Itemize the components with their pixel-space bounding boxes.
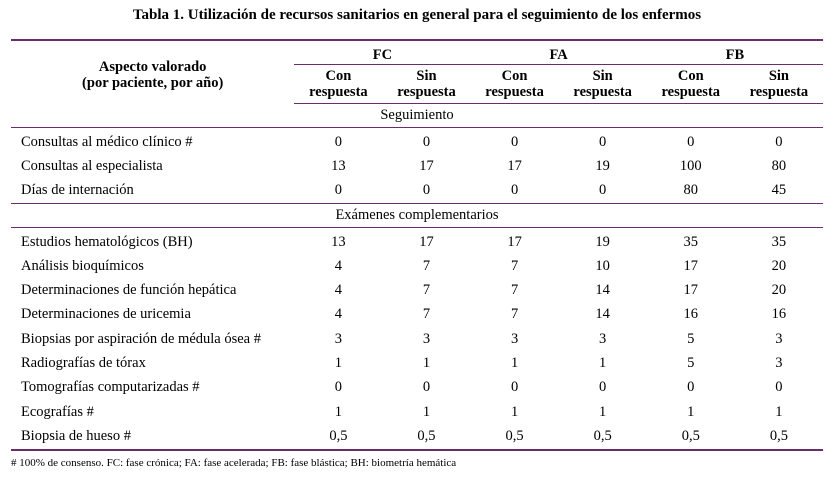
cell-value: 20: [771, 257, 787, 274]
table-row: [11, 227, 823, 254]
row-label: Biopsia de hueso #: [21, 427, 131, 444]
cell-value: 0: [294, 179, 382, 204]
table-row: [11, 278, 823, 302]
sub-sin-line1: Sin: [592, 68, 613, 84]
cell-value: 35: [771, 233, 787, 250]
cell-value: 1: [334, 403, 343, 420]
cell-value: 0,5: [681, 427, 700, 444]
section-label-examenes: Exámenes complementarios: [11, 203, 823, 227]
table-row: [11, 154, 823, 178]
cell-value: 1: [599, 403, 607, 420]
header-aspect: [11, 40, 294, 104]
sub-con-line2: respuesta: [661, 84, 721, 100]
table-row: [11, 351, 823, 375]
cell-value: 7: [510, 282, 519, 299]
sub-con-line2: respuesta: [485, 84, 544, 100]
cell-value: 0: [334, 133, 343, 150]
header-group-fa: FA: [471, 40, 647, 65]
row-label: Determinaciones de función hepática: [21, 282, 237, 299]
header-group-fc: FC: [294, 40, 470, 65]
cell-value: 0: [599, 379, 607, 396]
cell-value: 0: [422, 379, 431, 396]
row-label: Determinaciones de uricemia: [21, 306, 191, 323]
cell-value: 80: [647, 179, 735, 204]
cell-value: 35: [683, 233, 699, 250]
cell-value: 3: [775, 330, 783, 347]
row-label: Análisis bioquímicos: [21, 257, 144, 274]
cell-value: 7: [422, 257, 431, 274]
table-row: [11, 327, 823, 351]
cell-value: 0: [559, 179, 647, 204]
cell-value: 1: [422, 355, 431, 372]
cell-value: 13: [331, 157, 346, 174]
cell-value: 19: [595, 233, 610, 250]
sub-sin-line2: respuesta: [397, 84, 456, 100]
cell-value: 0: [510, 133, 519, 150]
cell-value: 16: [683, 306, 699, 323]
cell-value: 80: [771, 157, 787, 174]
header-con-respuesta: [294, 65, 382, 104]
cell-value: 5: [687, 330, 695, 347]
cell-value: 0,5: [593, 427, 612, 444]
header-sin-respuesta: [559, 65, 647, 104]
sub-con-line1: Con: [501, 68, 528, 84]
cell-value: 3: [775, 355, 783, 372]
row-label: Radiografías de tórax: [21, 355, 146, 372]
cell-value: 3: [599, 330, 607, 347]
cell-value: 14: [595, 282, 610, 299]
resources-table: [11, 39, 823, 451]
cell-value: 13: [331, 233, 346, 250]
cell-value: 7: [510, 306, 519, 323]
sub-sin-line1: Sin: [768, 68, 789, 84]
header-con-respuesta: [471, 65, 559, 104]
table-row: [11, 376, 823, 400]
cell-value: 7: [422, 306, 431, 323]
cell-value: 1: [510, 355, 519, 372]
cell-value: 4: [334, 282, 343, 299]
cell-value: 0: [382, 179, 470, 204]
header-sin-respuesta: [382, 65, 470, 104]
sub-sin-line2: respuesta: [749, 84, 809, 100]
cell-value: 0: [687, 133, 695, 150]
row-label: Ecografías #: [21, 403, 94, 420]
row-label: Consultas al especialista: [21, 157, 163, 174]
header-aspect-line1: Aspecto valorado: [98, 59, 207, 76]
sub-sin-line1: Sin: [416, 68, 437, 84]
cell-value: 1: [334, 355, 343, 372]
cell-value: 0,5: [329, 427, 348, 444]
cell-value: 4: [334, 306, 343, 323]
cell-value: 3: [422, 330, 431, 347]
cell-value: 1: [422, 403, 431, 420]
cell-value: 0: [510, 379, 519, 396]
sub-con-line1: Con: [325, 68, 352, 84]
row-label: Consultas al médico clínico #: [21, 133, 193, 150]
row-label: Biopsias por aspiración de médula ósea #: [21, 330, 261, 347]
cell-value: 17: [507, 233, 522, 250]
table-row: [11, 128, 823, 155]
cell-value: 1: [510, 403, 519, 420]
footnote: # 100% de consenso. FC: fase crónica; FA: fase acelerada; FB: fase blástica; BH: biometría hemática: [11, 457, 457, 469]
cell-value: 17: [419, 233, 434, 250]
cell-value: 7: [510, 257, 519, 274]
cell-value: 17: [507, 157, 522, 174]
header-sin-respuesta: [735, 65, 823, 104]
cell-value: 0: [687, 379, 695, 396]
cell-value: 3: [334, 330, 343, 347]
cell-value: 4: [334, 257, 343, 274]
cell-value: 17: [683, 257, 699, 274]
cell-value: 0: [422, 133, 431, 150]
table-row: [11, 400, 823, 424]
cell-value: 45: [735, 179, 823, 204]
table-row: [11, 254, 823, 278]
cell-value: 14: [595, 306, 610, 323]
cell-value: 100: [679, 157, 702, 174]
cell-value: 0,5: [417, 427, 436, 444]
cell-value: 0: [599, 133, 607, 150]
table-row: [11, 303, 823, 327]
table-title: Tabla 1. Utilización de recursos sanitarios en general para el seguimiento de los enfermos: [132, 7, 702, 23]
cell-value: 19: [595, 157, 610, 174]
cell-value: 10: [595, 257, 610, 274]
cell-value: 0: [775, 379, 783, 396]
table-row: [11, 424, 823, 449]
cell-value: 0,5: [505, 427, 524, 444]
header-con-respuesta: [647, 65, 735, 104]
row-label: Tomografías computarizadas #: [21, 379, 200, 396]
sub-con-line1: Con: [677, 68, 704, 84]
cell-value: 0: [334, 379, 343, 396]
cell-value: 0,5: [769, 427, 788, 444]
cell-value: 3: [510, 330, 519, 347]
cell-value: 1: [687, 403, 695, 420]
row-label: Días de internación: [11, 179, 294, 204]
cell-value: 5: [687, 355, 695, 372]
sub-con-line2: respuesta: [309, 84, 368, 100]
table-row: [11, 179, 823, 204]
cell-value: 0: [471, 179, 559, 204]
cell-value: 20: [771, 282, 787, 299]
cell-value: 17: [419, 157, 434, 174]
row-label: Estudios hematológicos (BH): [21, 233, 193, 250]
cell-value: 7: [422, 282, 431, 299]
section-label-seguimiento: Seguimiento: [11, 104, 823, 128]
cell-value: 17: [683, 282, 699, 299]
cell-value: 1: [775, 403, 783, 420]
cell-value: 0: [775, 133, 783, 150]
sub-sin-line2: respuesta: [573, 84, 632, 100]
header-aspect-line2: (por paciente, por año): [82, 75, 224, 92]
header-group-fb: FB: [647, 40, 823, 65]
cell-value: 16: [771, 306, 787, 323]
cell-value: 1: [599, 355, 607, 372]
